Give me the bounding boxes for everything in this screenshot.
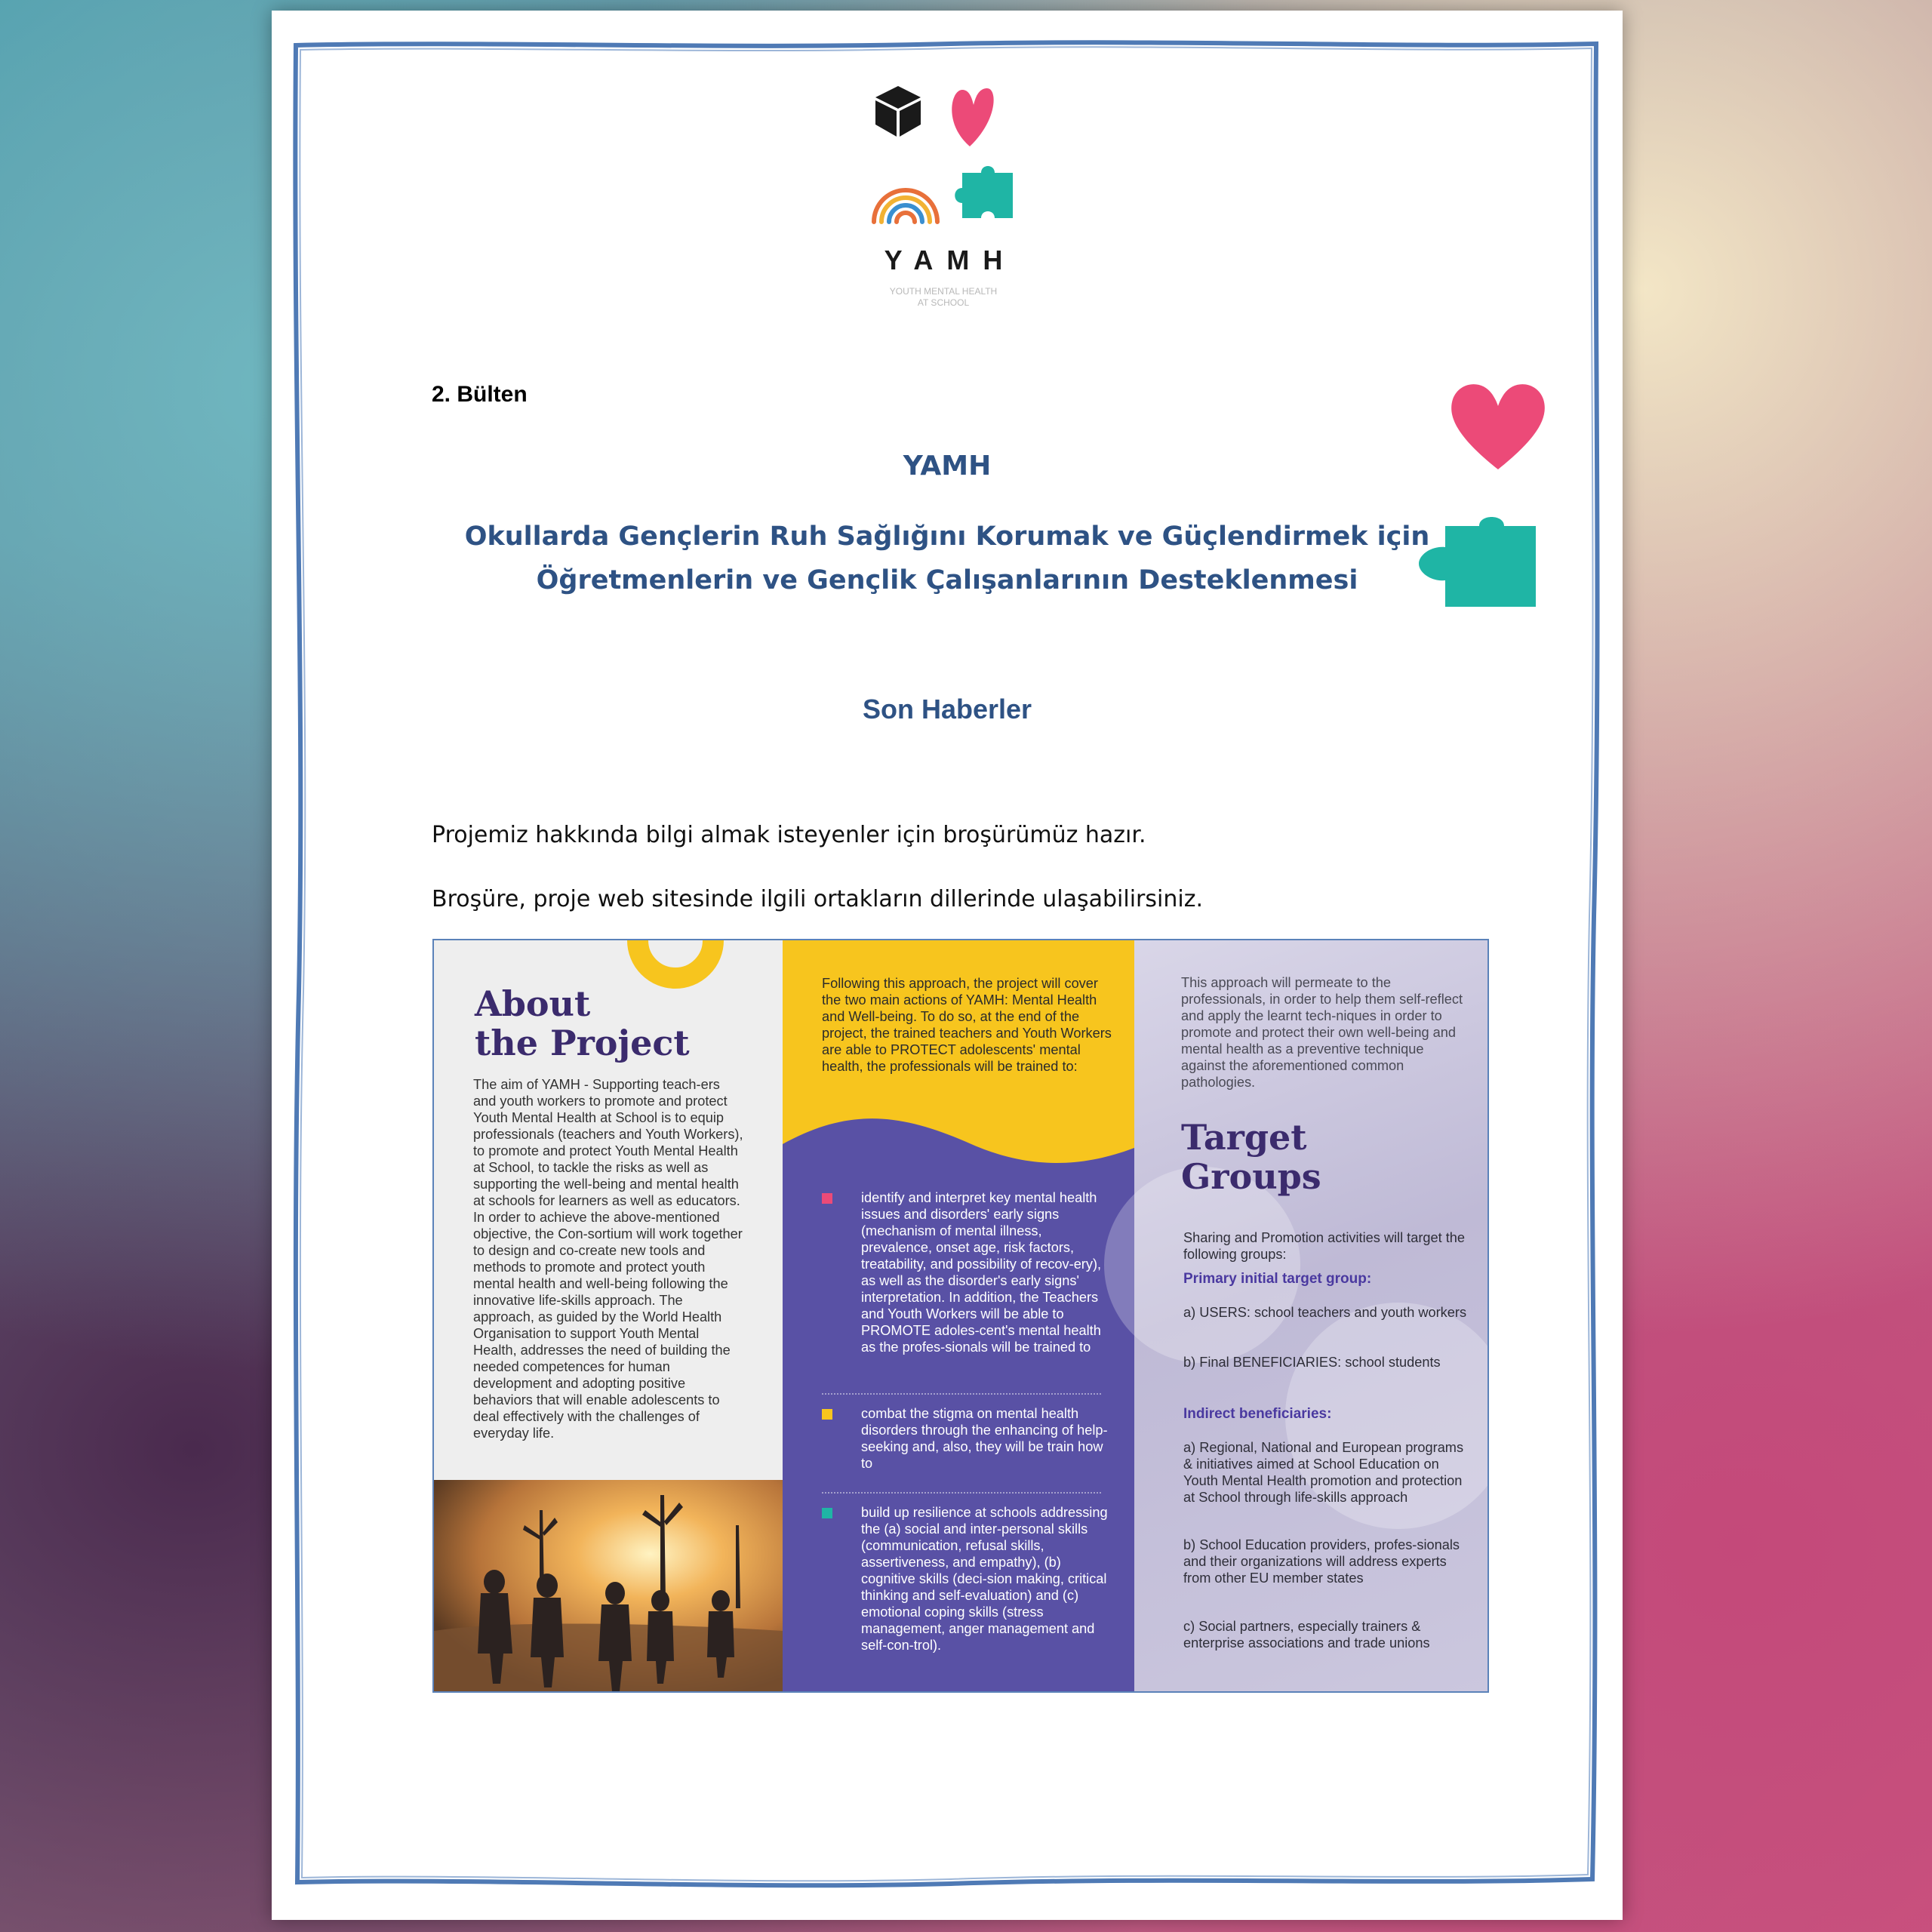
logo-graphic <box>868 75 1019 241</box>
about-title: About the Project <box>475 983 690 1063</box>
indirect-heading: Indirect beneficiaries: <box>1183 1406 1332 1422</box>
primary-users: a) USERS: school teachers and youth workers <box>1183 1305 1467 1320</box>
teal-square-icon <box>822 1508 832 1518</box>
news-heading: Son Haberler <box>862 694 1032 724</box>
bullet-identify: identify and interpret key mental health issues and disorders' early signs (mechanism of mental illness, prevalence, onset age, risk factors, treatability, and possibility of recov-ery), as well as the disorder's early signs' interpretation. In addition, the Teachers and Youth Workers will be able to PROMOTE adoles-cent's mental health as the profes-sionals will be trained to <box>822 1189 1124 1355</box>
target-groups-title: Target Groups <box>1181 1117 1321 1197</box>
website-paragraph: Broşüre, proje web sitesinde ilgili ortakların dillerinde ulaşabilirsiniz. <box>432 886 1203 912</box>
intro-paragraph: Projemiz hakkında bilgi almak isteyenler için broşürümüz hazır. <box>432 822 1146 848</box>
logo-subtitle: YOUTH MENTAL HEALTH AT SCHOOL <box>889 286 998 308</box>
logo-wordmark: YAMH <box>884 245 1017 275</box>
brochure-panel-target <box>1134 940 1487 1691</box>
newsletter-page <box>272 11 1623 1920</box>
yamh-logo <box>868 75 1019 316</box>
brochure-panel-about <box>434 940 783 1691</box>
pink-square-icon <box>822 1193 832 1204</box>
bullet-combat-stigma: combat the stigma on mental health disorders through the enhancing of help-seeking and, also, they will be train how to <box>822 1405 1124 1472</box>
cube-icon <box>875 86 921 137</box>
dotted-divider <box>822 1492 1101 1494</box>
dotted-divider <box>822 1393 1101 1395</box>
desert-photo <box>434 1480 783 1691</box>
brochure-panel-actions <box>783 940 1134 1691</box>
bullet-resilience: build up resilience at schools addressing the (a) social and inter-personal skills (communication, refusal skills, assertiveness, and empathy), (b) cognitive skills (deci-sion making, critical thinking and self-evaluation) and (c) emotional coping skills (stress management, anger management and self-con-trol). <box>822 1504 1124 1654</box>
primary-beneficiaries: b) Final BENEFICIARIES: school students <box>1183 1355 1441 1370</box>
issue-number: 2. Bülten <box>432 382 528 407</box>
actions-intro: Following this approach, the project will cover the two main actions of YAMH: Mental Health and Well-being. To do so, at the end of the project, the trained teachers and Youth Workers are able to PROTECT adolescents' mental health, the professionals will be trained to: <box>822 976 1112 1074</box>
page-title: YAMH <box>903 451 992 481</box>
primary-heading: Primary initial target group: <box>1183 1271 1372 1287</box>
yellow-square-icon <box>822 1409 832 1420</box>
target-intro: Sharing and Promotion activities will target the following groups: <box>1183 1230 1466 1262</box>
page-subtitle: Okullarda Gençlerin Ruh Sağlığını Korumak ve Güçlendirmek için Öğretmenlerin ve Gençlik Çalışanlarının Desteklenmesi <box>464 521 1430 595</box>
permeate-text: This approach will permeate to the professionals, in order to help them self-reflect and apply the learnt tech-niques in order to promote and protect their own well-being and mental health as a preventive technique against the aforementioned common pathologies. <box>1181 975 1463 1090</box>
about-text: The aim of YAMH - Supporting teach-ers and youth workers to promote and protect Youth Mental Health at School is to equip professionals (teachers and Youth Workers), to promote and protect Youth Mental Health at School, to tackle the risks as well as supporting the well-being and mental health at schools for learners as well as educators. In order to achieve the above-mentioned objective, the Con-sortium will work together to design and co-create new tools and methods to promote and protect youth mental health and well-being following the innovative life-skills approach. The approach, as guided by the World Health Organisation to support Youth Mental Health, addresses the need of building the needed competences for human development and adopting positive behaviors that will enable adolescents to deal effectively with the challenges of everyday life. <box>473 1077 743 1441</box>
indirect-regional: a) Regional, National and European programs & initiatives aimed at School Education on Youth Mental Health promotion and protection at School through life-skills approach <box>1183 1440 1464 1505</box>
rainbow-icon <box>874 190 937 222</box>
puzzle-icon <box>955 166 1013 218</box>
indirect-providers: b) School Education providers, profes-sionals and their organizations will address experts from other EU member states <box>1183 1537 1460 1586</box>
brochure-image <box>432 939 1489 1693</box>
indirect-social-partners: c) Social partners, especially trainers & enterprise associations and trade unions <box>1183 1619 1430 1651</box>
heart-icon <box>952 88 993 146</box>
